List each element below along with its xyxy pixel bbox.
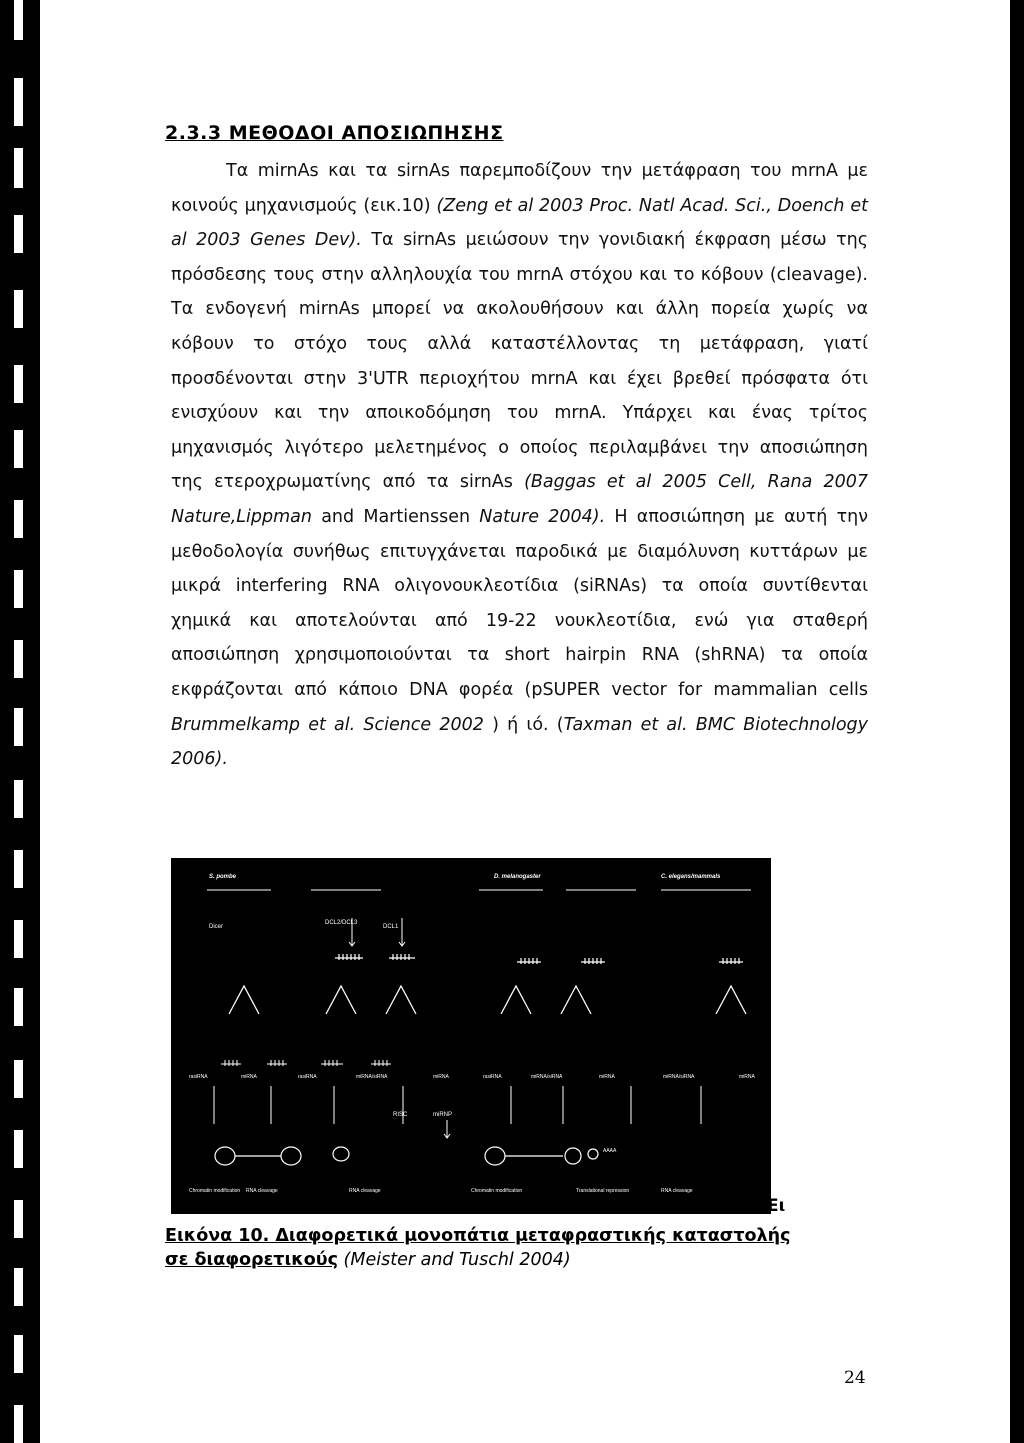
small-rna-label: miRNA/siRNA — [663, 1074, 695, 1080]
scan-mark — [14, 78, 23, 126]
organism-label: S. pombe — [209, 874, 237, 880]
body-run-citation: (Zeng et al 2003 Proc. Natl Acad. Sci., Doench et al 2003 Genes Dev). — [171, 195, 868, 251]
body-run: ) ή ιό. ( — [483, 714, 564, 735]
caption-citation: (Meister and Tuschl 2004) — [343, 1250, 571, 1270]
caption-label: Εικόνα 10. — [165, 1226, 270, 1246]
scan-mark — [14, 148, 23, 188]
small-rna-label: miRNA/siRNA — [356, 1074, 388, 1080]
scan-mark — [14, 920, 23, 958]
scan-mark — [14, 430, 23, 468]
scan-left-margin — [0, 0, 40, 1443]
scan-mark — [14, 215, 23, 253]
scan-mark — [14, 1335, 23, 1373]
page-number: 24 — [844, 1368, 866, 1388]
organism-label: D. melanogaster — [494, 874, 541, 880]
outcome-label: RNA cleavage — [661, 1188, 693, 1194]
cut-off-text: Ει — [767, 1196, 786, 1216]
complex-label: RISC — [393, 1112, 408, 1118]
scan-mark — [14, 290, 23, 328]
enzyme-label: Dicer — [209, 924, 224, 930]
small-rna-label: rasiRNA — [298, 1074, 317, 1080]
scan-mark — [14, 570, 23, 608]
small-rna-label: miRNA/siRNA — [531, 1074, 563, 1080]
body-run: Η αποσιώπηση με αυτή την μεθοδολογία συνήθως επιτυγχάνεται παροδικά με διαμόλυνση κυττάρων με μικρά interfering RNA ολιγονουκλεοτίδια (siRNAs) τα οποία συντίθενται χημικά και αποτελούνται από 19-22 νουκλεοτίδια, ενώ για σταθερή αποσιώπηση χρησιμοποιούνται τα short hairpin RNA (shRNA) τα οποία εκφράζονται από κάποιο DNA φορέα (pSUPER vector for mammalian cells — [171, 506, 869, 700]
outcome-label: RNA cleavage — [246, 1188, 278, 1194]
pathway-diagram — [171, 858, 771, 1214]
scan-mark — [14, 850, 23, 888]
small-rna-label: miRNA — [599, 1074, 615, 1080]
body-paragraph — [171, 154, 868, 777]
enzyme-label: DCL2/DCL3 — [325, 920, 358, 926]
scan-mark — [14, 1268, 23, 1306]
organism-label: C. elegans/mammals — [661, 874, 721, 880]
body-run: Τα sirnAs μειώσουν την γονιδιακή έκφραση μέσω της πρόσδεσης τους στην αλληλουχία του mrnA στόχου και το κόβουν (cleavage). Τα ενδογενή mirnAs μπορεί να ακολουθήσουν και άλλη πορεία χωρίς να κόβουν το στόχο τους αλλά καταστέλλοντας τη μετάφραση, γιατί προσδένονται στην 3'UTR περιοχήτου mrnA και έχει βρεθεί πρόσφατα ότι ενισχύουν και την αποικοδόμηση του mrnA. Υπάρχει και ένας τρίτος μηχανισμός λιγότερο μελετημένος ο οποίος περιλαμβάνει την αποσιώπηση της ετεροχρωματίνης από τα sirnAs — [171, 230, 868, 493]
small-rna-label: rasiRNA — [189, 1074, 208, 1080]
outcome-labels — [189, 1188, 693, 1194]
scan-mark — [14, 365, 23, 403]
small-rna-labels — [189, 1074, 755, 1080]
small-rna-label: miRNA — [433, 1074, 449, 1080]
small-rna-label: miRNA — [241, 1074, 257, 1080]
scan-mark — [14, 708, 23, 746]
scan-mark — [14, 988, 23, 1026]
enzyme-label: DCL1 — [383, 924, 399, 930]
complex-label: miRNP — [433, 1112, 452, 1118]
scan-mark — [14, 1060, 23, 1098]
polya-label: AAAA — [603, 1148, 617, 1154]
scan-mark — [14, 640, 23, 678]
document-page — [40, 0, 1010, 1443]
rna-silencing-pathways-figure — [171, 858, 771, 1214]
body-run-citation: Taxman et al. BMC Biotechnology 2006). — [171, 714, 868, 770]
body-run: Τα mirnAs και τα sirnAs παρεμποδίζουν την μετάφραση του mrnA με κοινούς μηχανισμούς (εικ.10) — [171, 161, 868, 216]
scan-mark — [14, 1405, 23, 1443]
small-rna-label: miRNA — [739, 1074, 755, 1080]
scan-mark — [14, 1130, 23, 1168]
body-run-citation: (Baggas et al 2005 Cell, Rana 2007 Nature,Lippman — [171, 472, 869, 527]
outcome-label: Chromatin modification — [471, 1188, 523, 1194]
body-run-citation: Nature 2004). — [479, 506, 606, 527]
small-rna-label: rasiRNA — [483, 1074, 502, 1080]
scan-mark — [14, 780, 23, 818]
scan-mark — [14, 0, 23, 40]
figure-caption — [165, 1224, 805, 1272]
body-run-citation: Brummelkamp et al. Science 2002 — [171, 714, 484, 735]
section-heading: 2.3.3 ΜΕΘΟΔΟΙ ΑΠΟΣΙΩΠΗΣΗΣ — [165, 122, 504, 144]
scan-mark — [14, 1200, 23, 1238]
body-run: and Martienssen — [311, 506, 480, 527]
outcome-label: Chromatin modification — [189, 1188, 241, 1194]
outcome-label: Translational repression — [576, 1188, 630, 1194]
outcome-label: RNA cleavage — [349, 1188, 381, 1194]
caption-title: Διαφορετικά μονοπάτια μεταφραστικής καταστολής σε διαφορετικούς — [165, 1226, 791, 1270]
scan-mark — [14, 500, 23, 538]
